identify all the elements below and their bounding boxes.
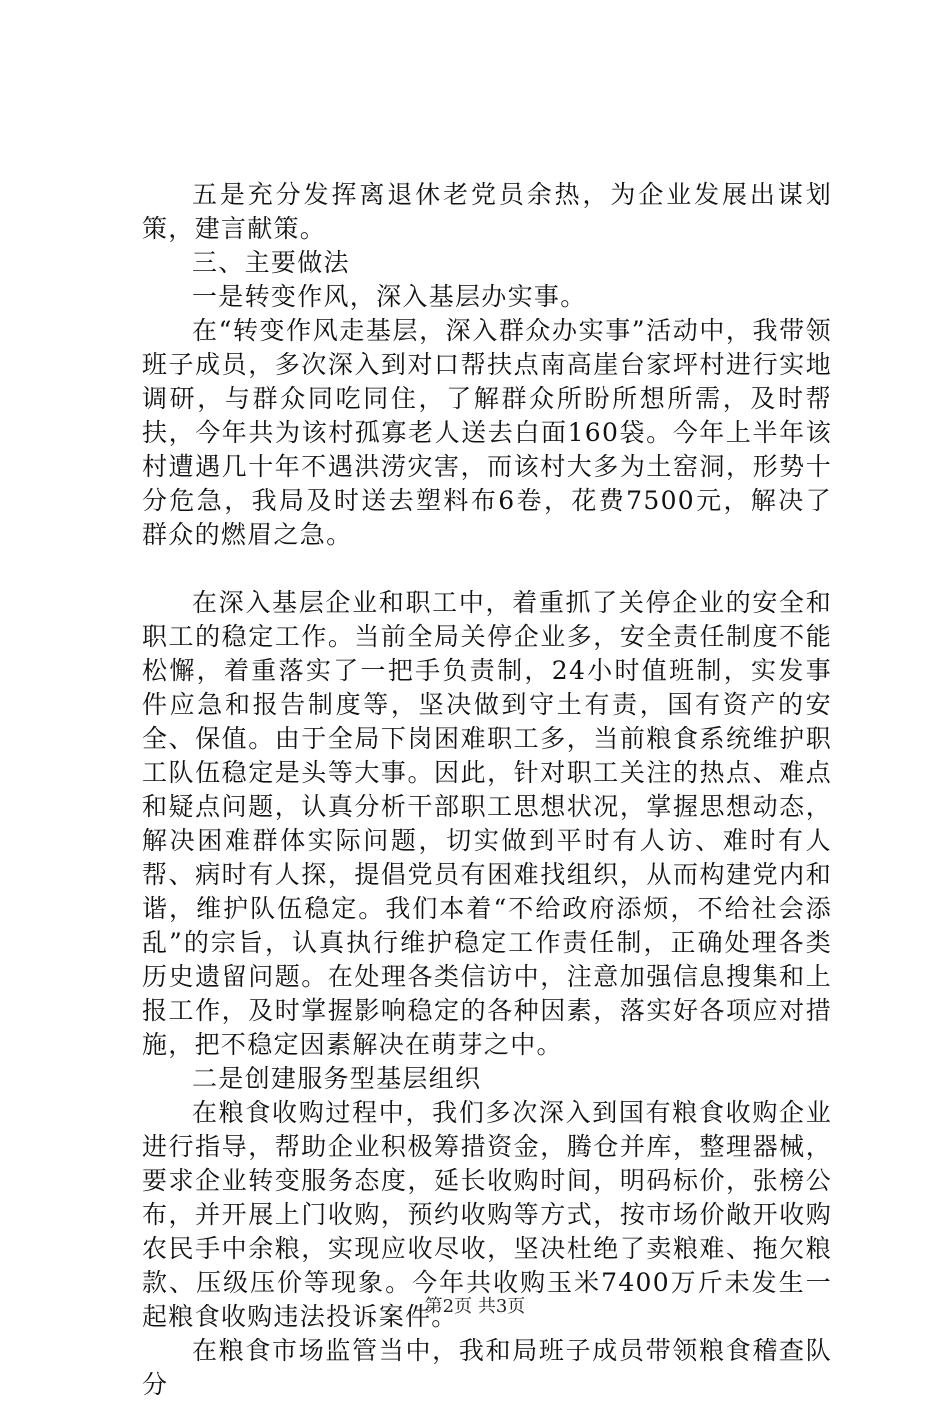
paragraph-grain-purchase: 在粮食收购过程中，我们多次深入到国有粮食收购企业进行指导，帮助企业积极筹措资金，腾仓并库，整理器械，要求企业转变服务态度，延长收购时间，明码标价，张榜公布，并开展上门收购，预约收购等方式，按市场价敞开收购农民手中余粮，实现应收尽收，坚决杜绝了卖粮难、拖欠粮款、压级压价等现象。今年共收购玉米7400万斤未发生一起粮食收购违法投诉案件。 xyxy=(142,1098,832,1331)
subheading-change-style: 一是转变作风，深入基层办实事。 xyxy=(192,282,587,311)
page-number-footer: 第2页 共3页 xyxy=(424,1296,526,1317)
paragraph-retired-members: 五是充分发挥离退休老党员余热，为企业发展出谋划策，建言献策。 xyxy=(142,180,832,243)
paragraph-enterprise-stability: 在深入基层企业和职工中，着重抓了关停企业的安全和职工的稳定工作。当前全局关停企业多，安全责任制度不能松懈，着重落实了一把手负责制，24小时值班制，实发事件应急和报告制度等，坚决做到守土有责，国有资产的安全、保值。由于全局下岗困难职工多，当前粮食系统维护职工队伍稳定是头等大事。因此，针对职工关注的热点、难点和疑点问题，认真分析干部职工思想状况，掌握思想动态，解决困难群体实际问题，切实做到平时有人访、难时有人帮、病时有人探，提倡党员有困难找组织，从而构建党内和谐，维护队伍稳定。我们本着“不给政府添烦，不给社会添乱”的宗旨，认真执行维护稳定工作责任制，正确处理各类历史遗留问题。在处理各类信访中，注意加强信息搜集和上报工作，及时掌握影响稳定的各种因素，落实好各项应对措施，把不稳定因素解决在萌芽之中。 xyxy=(142,588,832,1059)
paragraph-poverty-assistance: 在“转变作风走基层，深入群众办实事”活动中，我带领班子成员，多次深入到对口帮扶点南高崖台家坪村进行实地调研，与群众同吃同住，了解群众所盼所想所需，及时帮扶，今年共为该村孤寡老人送去白面160袋。今年上半年该村遭遇几十年不遇洪涝灾害，而该村大多为土窑洞，形势十分危急，我局及时送去塑料布6卷，花费7500元，解决了群众的燃眉之急。 xyxy=(142,316,832,549)
document-body xyxy=(142,178,832,1402)
subheading-service-organization: 二是创建服务型基层组织 xyxy=(192,1064,482,1093)
paragraph-market-supervision: 在粮食市场监管当中，我和局班子成员带领粮食稽查队分 xyxy=(142,1336,832,1399)
section-heading-main-methods: 三、主要做法 xyxy=(192,248,350,277)
